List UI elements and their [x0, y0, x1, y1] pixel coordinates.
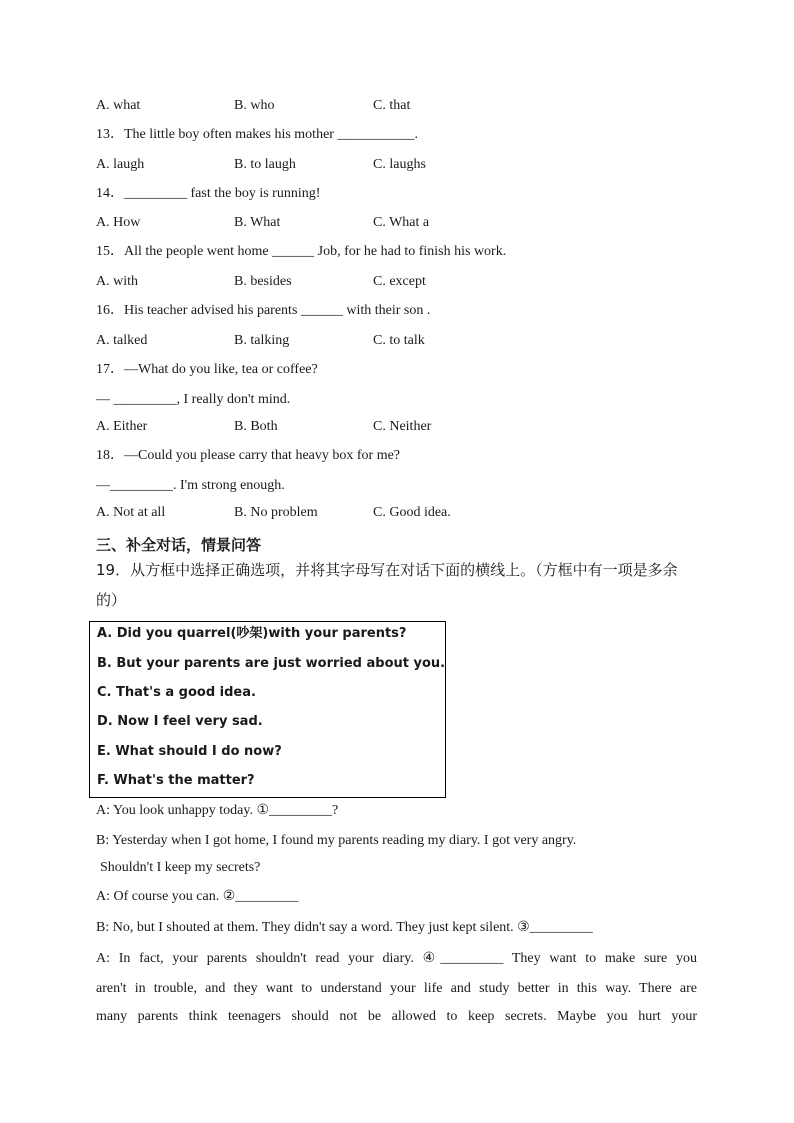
q18-stem: 18．—Could you please carry that heavy box for me? [96, 448, 401, 463]
q17-options [96, 418, 696, 436]
box-option-e: E. What should I do now? [97, 744, 282, 759]
q18-option-a[interactable]: A. Not at all [96, 505, 166, 520]
q13-option-c[interactable]: C. laughs [373, 157, 426, 172]
q13-options [96, 156, 696, 174]
q18-options [96, 504, 696, 522]
q16-option-a[interactable]: A. talked [96, 333, 148, 348]
q12-option-c[interactable]: C. that [373, 98, 411, 113]
q15-option-a[interactable]: A. with [96, 274, 138, 289]
q16-option-c[interactable]: C. to talk [373, 333, 425, 348]
dialogue-line-6: A: In fact, your parents shouldn't read your diary. ④_________ They want to make sure you [96, 951, 697, 966]
q18-option-b[interactable]: B. No problem [234, 505, 318, 520]
box-option-d: D. Now I feel very sad. [97, 714, 263, 729]
q15-stem: 15．All the people went home ______ Job, for he had to finish his work. [96, 244, 507, 259]
dialogue-line-7: aren't in trouble, and they want to understand your life and study better in this way. There are [96, 981, 697, 996]
q17-stem: 17．—What do you like, tea or coffee? [96, 362, 318, 377]
dialogue-line-5: B: No, but I shouted at them. They didn't say a word. They just kept silent. ③_________ [96, 920, 593, 935]
q14-option-a[interactable]: A. How [96, 215, 141, 230]
q17-option-b[interactable]: B. Both [234, 419, 278, 434]
q16-option-b[interactable]: B. talking [234, 333, 290, 348]
dialogue-line-3: Shouldn't I keep my secrets? [100, 860, 261, 875]
dialogue-line-1: A: You look unhappy today. ①_________? [96, 803, 339, 818]
q14-stem: 14．_________ fast the boy is running! [96, 186, 321, 201]
section-heading: 三、补全对话，情景问答 [96, 536, 262, 554]
q12-option-b[interactable]: B. who [234, 98, 275, 113]
dialogue-line-8: many parents think teenagers should not be allowed to keep secrets. Maybe you hurt your [96, 1009, 697, 1024]
box-option-f: F. What's the matter? [97, 773, 255, 788]
q13-stem: 13．The little boy often makes his mother ___________. [96, 127, 418, 142]
q12-option-a[interactable]: A. what [96, 98, 141, 113]
box-option-c: C. That's a good idea. [97, 685, 256, 700]
q13-option-a[interactable]: A. laugh [96, 157, 145, 172]
q17-reply: — _________, I really don't mind. [96, 392, 291, 407]
q19-instruction: 19．从方框中选择正确选项，并将其字母写在对话下面的横线上。（方框中有一项是多余的） [96, 561, 678, 609]
q16-options [96, 332, 696, 350]
q15-option-c[interactable]: C. except [373, 274, 426, 289]
q18-option-c[interactable]: C. Good idea. [373, 505, 451, 520]
q12-options [96, 97, 696, 115]
q14-options [96, 214, 696, 232]
q14-option-c[interactable]: C. What a [373, 215, 430, 230]
q17-option-a[interactable]: A. Either [96, 419, 148, 434]
q15-options [96, 273, 696, 291]
q17-option-c[interactable]: C. Neither [373, 419, 432, 434]
q14-option-b[interactable]: B. What [234, 215, 281, 230]
dialogue-line-2: B: Yesterday when I got home, I found my parents reading my diary. I got very angry. [96, 833, 577, 848]
options-box [89, 621, 446, 798]
dialogue-line-4: A: Of course you can. ②_________ [96, 889, 299, 904]
q13-option-b[interactable]: B. to laugh [234, 157, 296, 172]
q18-reply: —_________. I'm strong enough. [96, 478, 285, 493]
box-option-b: B. But your parents are just worried about you. [97, 656, 446, 671]
q15-option-b[interactable]: B. besides [234, 274, 292, 289]
box-option-a: A. Did you quarrel(吵架)with your parents? [97, 626, 407, 641]
q16-stem: 16．His teacher advised his parents ______ with their son . [96, 303, 431, 318]
